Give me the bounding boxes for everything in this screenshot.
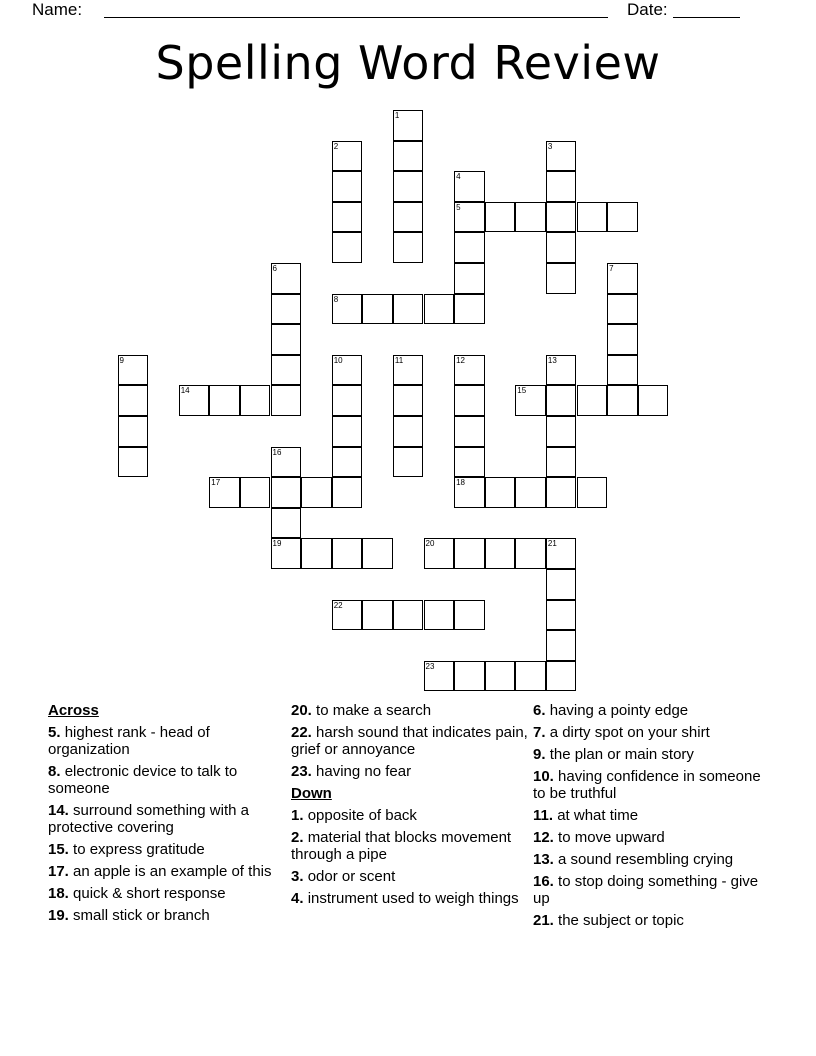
grid-cell[interactable] [454,538,485,569]
grid-cell[interactable] [332,600,363,631]
clue-item [48,724,286,758]
grid-cell[interactable] [271,355,302,386]
clue-item [533,851,771,868]
clue-item-text: quick & short response [73,885,226,902]
grid-cell[interactable] [393,141,424,172]
clue-number: 5 [456,202,461,212]
grid-cell[interactable] [271,508,302,539]
grid-cell[interactable] [546,477,577,508]
grid-cell[interactable] [454,294,485,325]
grid-cell[interactable] [179,385,210,416]
clue-number: 8 [333,294,339,304]
grid-cell[interactable] [485,202,516,233]
clue-item-number: 11. [533,807,554,824]
clue-item [291,763,529,780]
clue-item [48,885,286,902]
grid-cell[interactable] [515,202,546,233]
grid-cell[interactable] [393,294,424,325]
clue-item-text: at what time [557,807,639,824]
clue-item-number: 13. [533,851,554,868]
clue-item-text: opposite of back [307,807,417,824]
grid-cell[interactable] [424,661,455,692]
across-heading: Across [48,702,99,719]
name-label: Name: [32,0,83,19]
clue-item-text: an apple is an example of this [73,863,272,880]
grid-cell[interactable] [607,294,638,325]
grid-cell[interactable] [271,447,302,478]
clue-item [291,868,529,885]
clue-number: 21 [547,539,557,549]
grid-cell[interactable] [546,171,577,202]
grid-cell[interactable] [393,385,424,416]
grid-cell[interactable] [332,294,363,325]
clue-number: 19 [272,539,282,549]
clue-item [533,829,771,846]
grid-cell[interactable] [393,110,424,141]
clue-item [533,746,771,763]
grid-cell[interactable] [546,569,577,600]
grid-cell[interactable] [515,477,546,508]
clue-item-number: 16. [533,873,554,890]
clue-number: 7 [609,264,614,273]
clue-item-text: odor or scent [307,868,396,885]
clue-item [533,912,771,929]
clue-item-number: 18. [48,885,69,902]
clue-item-text: highest rank - head of organization [48,724,210,758]
clue-item [533,724,771,741]
grid-cell[interactable] [362,538,393,569]
clue-item [48,863,286,880]
grid-cell[interactable] [454,661,485,692]
grid-cell[interactable] [607,355,638,386]
grid-cell[interactable] [332,416,363,447]
clue-item [291,702,529,719]
grid-cell[interactable] [454,171,485,202]
grid-cell[interactable] [485,661,516,692]
grid-cell[interactable] [638,385,669,416]
clue-number: 1 [394,111,400,120]
grid-cell[interactable] [271,477,302,508]
clue-item [533,873,771,907]
grid-cell[interactable] [240,477,271,508]
clue-item-text: harsh sound that indicates pain, grief or annoyance [291,724,528,758]
clue-item-text: a dirty spot on your shirt [549,724,710,741]
grid-cell[interactable] [546,538,577,569]
clue-column-2 [291,702,529,907]
clue-item-text: to express gratitude [73,841,205,858]
grid-cell[interactable] [607,385,638,416]
grid-cell[interactable] [546,416,577,447]
grid-cell[interactable] [393,447,424,478]
clue-item-number: 3. [291,868,304,885]
grid-cell[interactable] [301,477,332,508]
clue-number: 3 [547,141,553,151]
clue-item-number: 7. [533,724,546,741]
clue-item-text: electronic device to talk to someone [48,763,238,797]
grid-cell[interactable] [332,141,363,172]
grid-cell[interactable] [362,294,393,325]
clue-item [48,802,286,836]
clue-number: 22 [333,600,343,610]
grid-cell[interactable] [546,661,577,692]
clue-item-number: 15. [48,841,69,858]
clue-number: 10 [333,355,343,365]
clue-item-number: 1. [291,807,304,824]
clue-item-number: 23. [291,763,312,780]
grid-cell[interactable] [515,538,546,569]
clue-item-number: 21. [533,912,554,929]
grid-cell[interactable] [209,477,240,508]
grid-cell[interactable] [209,385,240,416]
grid-cell[interactable] [301,538,332,569]
grid-cell[interactable] [393,171,424,202]
clue-item-text: the plan or main story [549,746,694,763]
grid-cell[interactable] [546,447,577,478]
grid-cell[interactable] [454,355,485,386]
clue-item [291,829,529,863]
grid-cell[interactable] [332,447,363,478]
clue-column-3 [533,702,771,929]
clue-item-number: 19. [48,907,69,924]
clue-number: 17 [211,478,221,488]
grid-cell[interactable] [332,171,363,202]
grid-cell[interactable] [577,477,608,508]
clue-number: 4 [456,172,461,182]
clue-item [533,807,771,824]
grid-cell[interactable] [271,263,302,294]
grid-cell[interactable] [485,538,516,569]
clue-item-text: small stick or branch [73,907,210,924]
clue-item-number: 9. [533,746,546,763]
grid-cell[interactable] [393,232,424,263]
grid-cell[interactable] [454,600,485,631]
clue-item-text: to move upward [558,829,665,846]
clue-number: 20 [425,539,435,549]
clue-item-text: having no fear [316,763,412,780]
clue-item-text: having confidence in someone to be truthful [533,768,761,802]
grid-cell[interactable] [424,294,455,325]
grid-cell[interactable] [454,385,485,416]
grid-cell[interactable] [546,355,577,386]
clue-item-text: to make a search [316,702,432,719]
clue-item-number: 22. [291,724,312,741]
clue-item-number: 10. [533,768,554,785]
grid-cell[interactable] [424,538,455,569]
grid-cell[interactable] [271,538,302,569]
grid-cell[interactable] [454,202,485,233]
clue-item [291,807,529,824]
grid-cell[interactable] [577,385,608,416]
grid-cell[interactable] [546,232,577,263]
grid-cell[interactable] [546,600,577,631]
grid-cell[interactable] [546,202,577,233]
clue-item-text: having a pointy edge [549,702,689,719]
clue-item-number: 12. [533,829,554,846]
clue-item [48,907,286,924]
clue-number: 9 [119,355,124,365]
grid-cell[interactable] [607,202,638,233]
clue-column-1 [48,702,286,924]
clue-item-number: 8. [48,763,61,780]
clue-number: 2 [333,141,339,151]
grid-cell[interactable] [546,141,577,172]
clue-item [48,841,286,858]
clue-number: 12 [456,355,465,365]
grid-cell[interactable] [546,385,577,416]
grid-cell[interactable] [607,263,638,294]
clue-item-number: 14. [48,802,69,819]
grid-cell[interactable] [454,263,485,294]
grid-cell[interactable] [393,202,424,233]
grid-cell[interactable] [393,600,424,631]
grid-cell[interactable] [118,355,149,386]
grid-cell[interactable] [393,355,424,386]
clue-number: 18 [456,478,465,488]
grid-cell[interactable] [485,477,516,508]
clue-number: 11 [394,355,404,365]
down-heading: Down [291,785,332,802]
clue-number: 23 [425,661,435,671]
clue-number: 6 [272,264,277,273]
grid-cell[interactable] [362,600,393,631]
clue-item [48,763,286,797]
grid-cell[interactable] [546,630,577,661]
grid-cell[interactable] [332,355,363,386]
grid-cell[interactable] [424,600,455,631]
grid-cell[interactable] [546,263,577,294]
clue-number: 16 [272,447,282,457]
clue-item-number: 5. [48,724,61,741]
grid-cell[interactable] [271,294,302,325]
clue-item-text: instrument used to weigh things [307,890,519,907]
grid-cell[interactable] [393,416,424,447]
grid-cell[interactable] [240,385,271,416]
clue-item [533,768,771,802]
grid-cell[interactable] [332,538,363,569]
clue-number: 13 [547,355,557,365]
grid-cell[interactable] [454,447,485,478]
grid-cell[interactable] [271,324,302,355]
grid-cell[interactable] [607,324,638,355]
grid-cell[interactable] [118,416,149,447]
grid-cell[interactable] [577,202,608,233]
grid-cell[interactable] [454,232,485,263]
clue-item-text: surround something with a protective covering [48,802,249,836]
clue-number: 14 [180,386,190,396]
clue-item-text: to stop doing something - give up [533,873,759,907]
grid-cell[interactable] [515,661,546,692]
grid-cell[interactable] [454,477,485,508]
clue-item-number: 17. [48,863,69,880]
clue-item [533,702,771,719]
grid-cell[interactable] [332,232,363,263]
clue-item-number: 6. [533,702,546,719]
clue-item [291,890,529,907]
grid-cell[interactable] [454,416,485,447]
page-title: Spelling Word Review [155,36,661,90]
grid-cell[interactable] [332,477,363,508]
clue-item-number: 2. [291,829,304,846]
grid-cell[interactable] [118,447,149,478]
clue-item-text: the subject or topic [558,912,684,929]
clue-item-number: 20. [291,702,312,719]
grid-cell[interactable] [332,385,363,416]
clue-item-text: material that blocks movement through a pipe [291,829,512,863]
date-label: Date: [627,0,668,19]
clue-item-text: a sound resembling crying [558,851,734,868]
clue-number: 15 [517,386,527,396]
clue-item-number: 4. [291,890,304,907]
grid-cell[interactable] [271,385,302,416]
clue-item [291,724,529,758]
grid-cell[interactable] [332,202,363,233]
grid-cell[interactable] [515,385,546,416]
grid-cell[interactable] [118,385,149,416]
